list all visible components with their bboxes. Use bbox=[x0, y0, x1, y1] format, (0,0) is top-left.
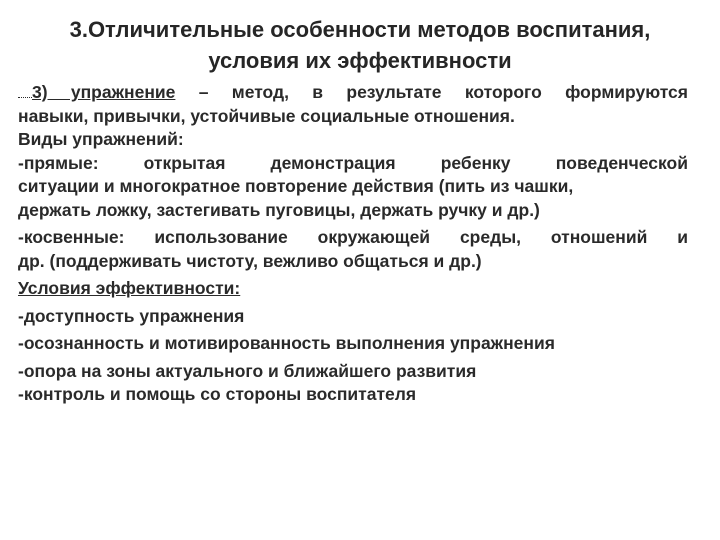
condition-item: -осознанность и мотивированность выполнения упражнения bbox=[18, 333, 555, 353]
title-line-1: 3.Отличительные особенности методов воспитания, bbox=[69, 17, 651, 42]
intro-definition-1: – метод, в результате которого формируются bbox=[175, 82, 689, 102]
direct-line-3: держать ложку, застегивать пуговицы, держать ручку и др.) bbox=[18, 199, 540, 220]
title-line-2: условия их эффективности bbox=[208, 48, 512, 73]
types-heading: Виды упражнений: bbox=[18, 129, 184, 149]
conditions-heading: Условия эффективности: bbox=[18, 278, 241, 298]
condition-item: -доступность упражнения bbox=[18, 305, 245, 326]
intro-term: 3) упражнение bbox=[32, 82, 176, 102]
slide-body bbox=[18, 81, 688, 407]
intro-line-2: навыки, привычки, устойчивые социальные отношения. bbox=[18, 105, 515, 126]
indirect-line-1: -косвенные: использование окружающей среды, отношений и bbox=[18, 227, 688, 247]
condition-item: -опора на зоны актуального и ближайшего развития bbox=[18, 360, 477, 381]
intro-line-1 bbox=[18, 81, 688, 105]
direct-line-2: ситуации и многократное повторение действия (пить из чашки, bbox=[18, 176, 574, 196]
slide-title bbox=[0, 14, 720, 76]
condition-item: -контроль и помощь со стороны воспитателя bbox=[18, 384, 417, 404]
direct-line-1: -прямые: открытая демонстрация ребенку поведенческой bbox=[18, 152, 688, 173]
indent-marker bbox=[18, 96, 32, 98]
indirect-line-2: др. (поддерживать чистоту, вежливо общаться и др.) bbox=[18, 250, 482, 271]
